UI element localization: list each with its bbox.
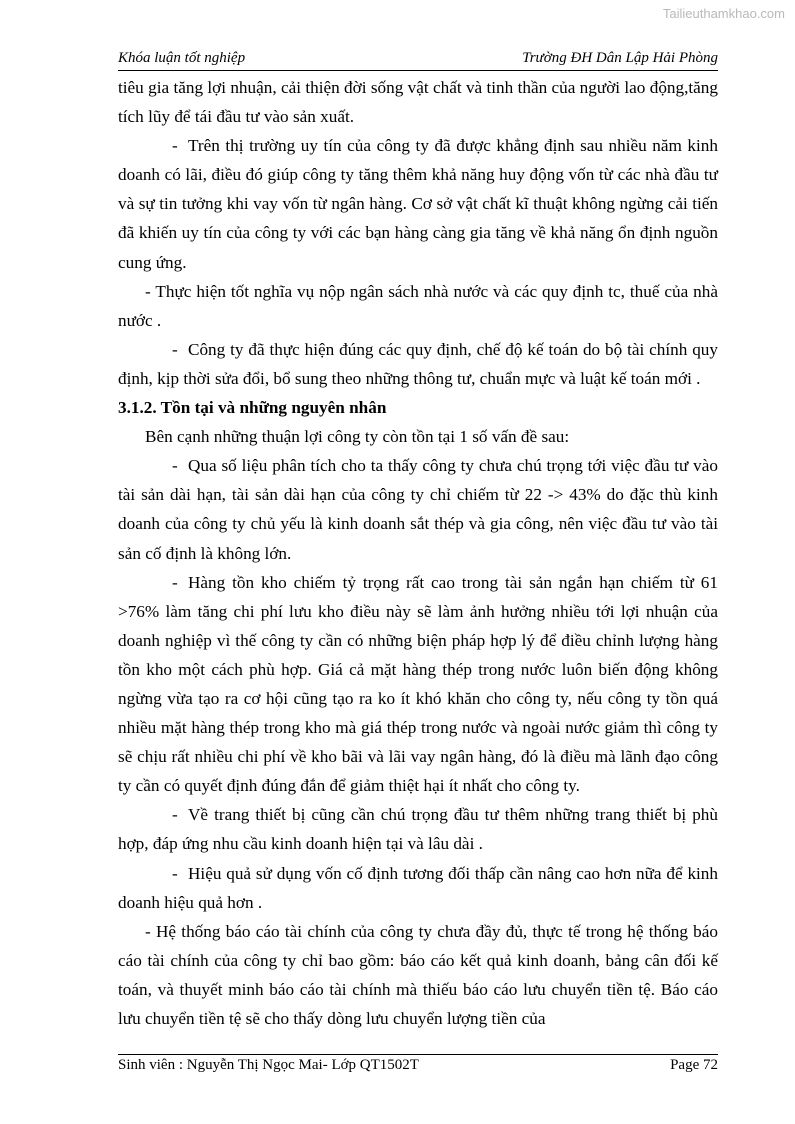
bullet-dash: -	[172, 136, 178, 156]
paragraph: tiêu gia tăng lợi nhuận, cải thiện đời sống vật chất và tinh thần của người lao động,tăng tích lũy để tái đầu tư vào sản xuất.	[118, 78, 718, 127]
paragraph-text: Công ty đã thực hiện đúng các quy định, chế độ kế toán do bộ tài chính quy định, kịp thời sửa đổi, bổ sung theo những thông tư, chuẩn mực và luật kế toán mới .	[118, 339, 718, 388]
paragraph-text: Qua số liệu phân tích cho ta thấy công ty chưa chú trọng tới việc đầu tư vào tài sản dài hạn, tài sản dài hạn của công ty chỉ chiếm từ 22 -> 43% do đặc thù kinh doanh của công ty chủ yếu là kinh doanh sắt thép và gia công, nên việc đầu tư vào tài sản cố định là không lớn.	[118, 456, 718, 563]
watermark: Tailieuthamkhao.com	[662, 6, 785, 21]
document-body	[118, 73, 718, 1033]
bullet-dash: -	[172, 805, 178, 825]
bullet-paragraph	[118, 859, 718, 917]
paragraph: - Thực hiện tốt nghĩa vụ nộp ngân sách nhà nước và các quy định tc, thuế của nhà nước .	[118, 281, 718, 330]
bullet-dash: -	[172, 456, 178, 476]
bullet-paragraph	[118, 800, 718, 858]
paragraph-text: Hàng tồn kho chiếm tỷ trọng rất cao trong tài sản ngắn hạn chiếm từ 61 >76% làm tăng chi phí lưu kho điều này sẽ làm ảnh hưởng nhiều tới lợi nhuận của doanh nghiệp vì thế công ty cần có những biện pháp hợp lý để điều chỉnh lượng hàng tồn kho một cách phù hợp. Giá cả mặt hàng thép trong nước luôn biến động không ngừng vừa tạo ra cơ hội cũng tạo ra ko ít khó khăn cho công ty, nếu công ty tồn quá nhiều mặt hàng thép trong kho mà giá thép trong nước và ngoài nước giảm thì công ty sẽ chịu rất nhiều chi phí về kho bãi và lãi vay ngân hàng, đó là điều mà lãnh đạo công ty cần có quyết định đúng đắn để giảm thiệt hại ít nhất cho công ty.	[118, 572, 718, 796]
bullet-paragraph	[118, 568, 718, 801]
footer-left: Sinh viên : Nguyễn Thị Ngọc Mai- Lớp QT1502T	[118, 1057, 419, 1073]
page-footer	[118, 1057, 718, 1079]
header-right: Trường ĐH Dân Lập Hải Phòng	[522, 50, 718, 66]
paragraph-text: Về trang thiết bị cũng cần chú trọng đầu tư thêm những trang thiết bị phù hợp, đáp ứng nhu cầu kinh doanh hiện tại và lâu dài .	[118, 805, 718, 854]
paragraph: Bên cạnh những thuận lợi công ty còn tồn tại 1 số vấn đề sau:	[145, 427, 570, 447]
paragraph-text: Trên thị trường uy tín của công ty đã được khẳng định sau nhiều năm kinh doanh có lãi, điều đó giúp công ty tăng thêm khả năng huy động vốn từ các nhà đầu tư và sự tin tưởng khi vay vốn từ ngân hàng. Cơ sở vật chất kĩ thuật không ngừng cải tiến đã khiến uy tín của công ty với các bạn hàng càng gia tăng về khả năng ổn định nguồn cung ứng.	[118, 136, 718, 272]
paragraph: - Hệ thống báo cáo tài chính của công ty chưa đầy đủ, thực tế trong hệ thống báo cáo tài chính của công ty chỉ bao gồm: báo cáo kết quả kinh doanh, bảng cân đối kế toán, và thuyết minh báo cáo tài chính mà thiếu báo cáo lưu chuyển tiền tệ. Báo cáo lưu chuyển tiền tệ sẽ cho thấy dòng lưu chuyển lượng tiền của	[118, 921, 718, 1028]
paragraph-text: Hiệu quả sử dụng vốn cố định tương đối thấp cần nâng cao hơn nữa để kinh doanh hiệu quả hơn .	[118, 863, 718, 912]
bullet-paragraph	[118, 335, 718, 393]
section-heading: 3.1.2. Tồn tại và những nguyên nhân	[118, 398, 387, 418]
page-number: Page 72	[670, 1057, 718, 1073]
bullet-paragraph	[118, 131, 718, 276]
bullet-paragraph	[118, 451, 718, 567]
bullet-dash: -	[172, 863, 178, 883]
header-left: Khóa luận tốt nghiệp	[118, 50, 246, 66]
bullet-dash: -	[172, 572, 178, 592]
page-header	[118, 50, 718, 72]
bullet-dash: -	[172, 339, 178, 359]
footer-rule	[118, 1054, 718, 1055]
header-rule	[118, 70, 718, 71]
